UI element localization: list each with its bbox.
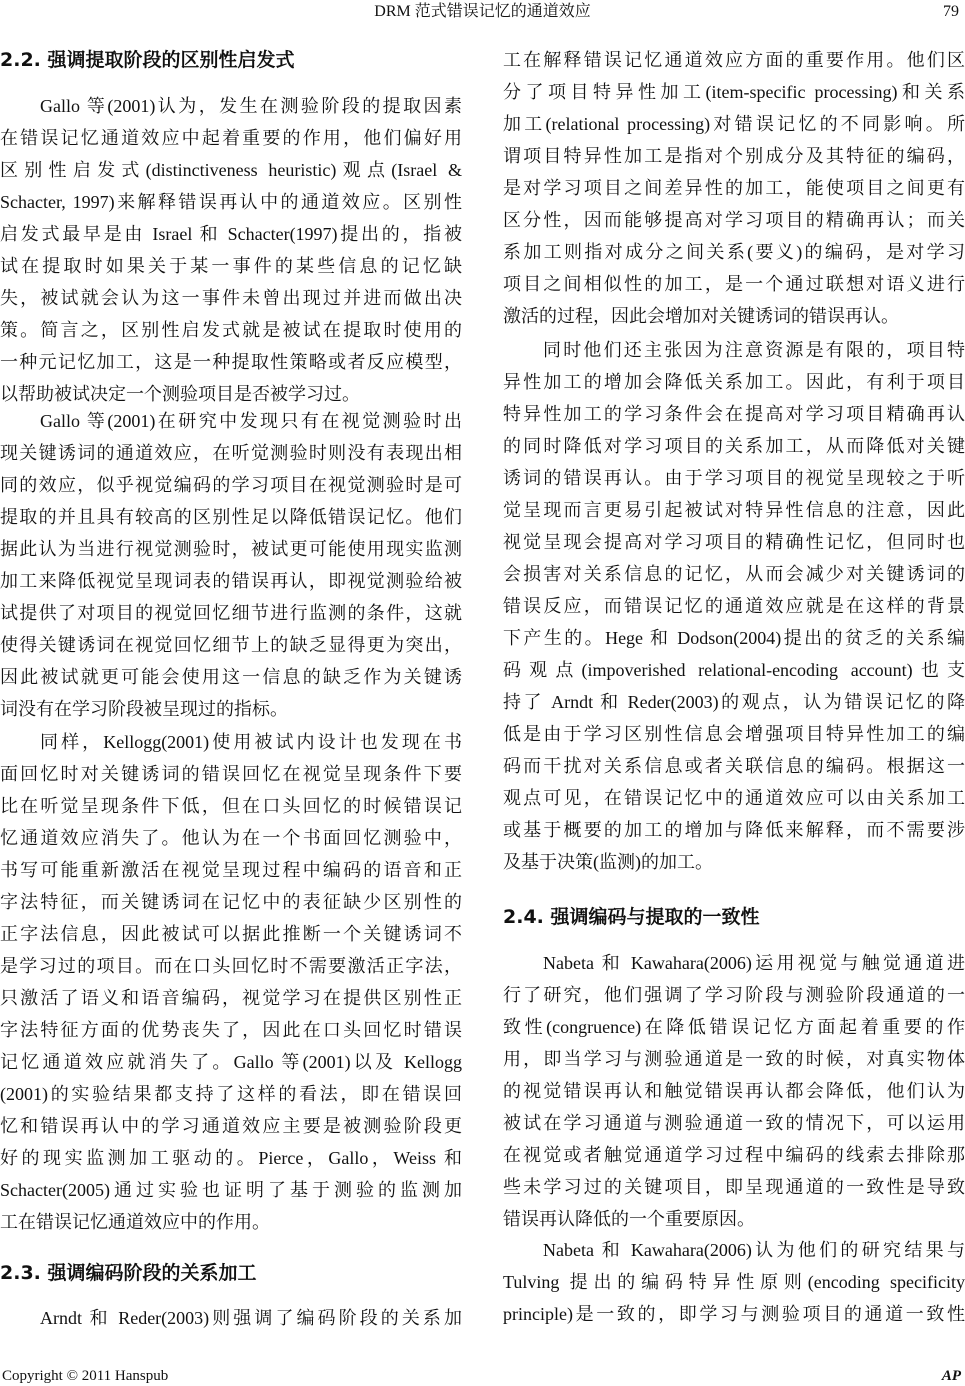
text-line: Tulving 提出的编码特异性原则(encoding specificity: [503, 1272, 965, 1292]
text-line: 书写可能重新激活在视觉呈现过程中编码的语音和正: [0, 860, 462, 880]
copyright-notice: Copyright © 2011 Hanspub: [2, 1368, 169, 1384]
text-line: 诱词的错误再认。由于学习项目的视觉呈现较之于听: [503, 468, 965, 488]
text-line: 观点可见，在错误记忆中的通道效应可以由关系加工: [503, 788, 965, 808]
text-line: 忆和错误再认中的学习通道效应主要是被测验阶段更: [0, 1116, 462, 1136]
text-line: 一种元记忆加工，这是一种提取性策略或者反应模型，: [0, 352, 462, 372]
text-line: 工在错误记忆通道效应中的作用。: [0, 1212, 270, 1232]
text-line: 好的现实监测加工驱动的。Pierce，Gallo，Weiss 和: [0, 1148, 462, 1168]
text-line: 失，被试就会认为这一事件未曾出现过并进而做出决: [0, 288, 462, 308]
text-line: 正字法信息，因此被试可以据此推断一个关键诱词不: [0, 924, 462, 944]
text-line: 是学习过的项目。而在口头回忆时不需要激活正字法，: [0, 956, 462, 976]
text-line: 被试在学习通道与测验通道一致的情况下，可以运用: [503, 1113, 965, 1133]
text-line: 项目之间相似性的加工，是一个通过联想对语义进行: [503, 274, 965, 294]
text-line: 码而干扰对关系信息或者关联信息的编码。根据这一: [503, 756, 965, 776]
text-line: 以帮助被试决定一个测验项目是否被学习过。: [0, 384, 360, 404]
text-line: 字法特征，而关键诱词在记忆中的表征缺少区别性的: [0, 892, 462, 912]
text-line: 低是由于学习区别性信息会增强项目特异性加工的编: [503, 724, 965, 744]
text-line: 策。简言之，区别性启发式就是被试在提取时使用的: [0, 320, 462, 340]
text-line: 系加工则指对成分之间关系(要义)的编码，是对学习: [503, 242, 965, 262]
text-line: 谓项目特异性加工是指对个别成分及其特征的编码，: [503, 146, 965, 166]
text-line: 视觉呈现会提高对学习项目的精确性记忆，但同时也: [503, 532, 965, 552]
text-line: 的同时降低对学习项目的关系加工，从而降低对关键: [503, 436, 965, 456]
text-line: 致性(congruence)在降低错误记忆方面起着重要的作: [503, 1017, 965, 1037]
paragraph: [503, 44, 965, 332]
running-title: DRM 范式错误记忆的通道效应: [374, 3, 591, 20]
text-line: 在错误记忆通道效应中起着重要的作用，他们偏好用: [0, 128, 462, 148]
text-line: Gallo 等(2001)认为，发生在测验阶段的提取因素: [40, 96, 462, 116]
text-line: 区分性，因而能够提高对学习项目的精确再认；而关: [503, 210, 965, 230]
text-line: 是对学习项目之间差异性的加工，能使项目之间更有: [503, 178, 965, 198]
section-heading: 2.2. 强调提取阶段的区别性启发式: [0, 49, 295, 71]
text-line: 词没有在学习阶段被呈现过的指标。: [0, 699, 288, 719]
paragraph: [0, 405, 462, 725]
text-line: 忆通道效应消失了。他认为在一个书面回忆测验中，: [0, 828, 462, 848]
text-line: 在视觉或者触觉通道学习过程中编码的线索去排除那: [503, 1145, 965, 1165]
paragraph: [503, 1234, 965, 1330]
text-line: Schacter(2005)通过实验也证明了基于测验的监测加: [0, 1180, 462, 1200]
text-line: 行了研究，他们强调了学习阶段与测验阶段通道的一: [503, 985, 965, 1005]
paragraph: [503, 334, 965, 878]
page-number: 79: [943, 3, 959, 20]
section-heading: 2.4. 强调编码与提取的一致性: [503, 906, 760, 928]
text-line: 记忆通道效应就消失了。Gallo 等(2001)以及 Kellogg: [0, 1052, 462, 1072]
text-line: 字法特征方面的优势丧失了，因此在口头回忆时错误: [0, 1020, 462, 1040]
text-line: 使得关键诱词在视觉回忆细节上的缺乏显得更为突出，: [0, 635, 462, 655]
text-line: Nabeta 和 Kawahara(2006)认为他们的研究结果与: [543, 1240, 965, 1260]
text-line: 觉呈现而言更易引起被试对特异性信息的注意，因此: [503, 500, 965, 520]
paragraph: [0, 90, 462, 410]
text-line: 错误再认降低的一个重要原因。: [503, 1209, 755, 1229]
paragraph: [503, 947, 965, 1235]
text-line: (2001)的实验结果都支持了这样的看法，即在错误回: [0, 1084, 462, 1104]
text-line: 会损害对关系信息的记忆，从而会减少对关键诱词的: [503, 564, 965, 584]
text-line: 的视觉错误再认和触觉错误再认都会降低，他们认为: [503, 1081, 965, 1101]
journal-abbreviation: AP: [941, 1368, 961, 1384]
text-line: 分了项目特异性加工(item-specific processing)和关系: [503, 82, 965, 102]
text-line: 持了 Arndt 和 Reder(2003)的观点，认为错误记忆的降: [503, 692, 965, 712]
text-line: 异性加工的增加会降低关系加工。因此，有利于项目: [503, 372, 965, 392]
text-line: 加工来降低视觉呈现词表的错误再认，即视觉测验给被: [0, 571, 462, 591]
text-line: 因此被试就更可能会使用这一信息的缺乏作为关键诱: [0, 667, 462, 687]
paragraph: [0, 726, 462, 1238]
text-line: 用，即当学习与测验通道是一致的时候，对真实物体: [503, 1049, 965, 1069]
text-line: 同时他们还主张因为注意资源是有限的，项目特: [543, 340, 965, 360]
text-line: 些未学习过的关键项目，即呈现通道的一致性是导致: [503, 1177, 965, 1197]
text-line: 试提供了对项目的视觉回忆细节进行监测的条件，这就: [0, 603, 462, 623]
text-line: 只激活了语义和语音编码，视觉学习在提供区别性正: [0, 988, 462, 1008]
text-line: 错误反应，而错误记忆的通道效应就是在这样的背景: [503, 596, 965, 616]
text-line: 同的效应，似乎视觉编码的学习项目在视觉测验时是可: [0, 475, 462, 495]
text-line: 加工(relational processing)对错误记忆的不同影响。所: [503, 114, 965, 134]
text-line: Gallo 等(2001)在研究中发现只有在视觉测验时出: [40, 411, 462, 431]
section-heading: 2.3. 强调编码阶段的关系加工: [0, 1262, 257, 1284]
text-line: 同样，Kellogg(2001)使用被试内设计也发现在书: [40, 732, 462, 752]
text-line: Nabeta 和 Kawahara(2006)运用视觉与触觉通道进: [543, 953, 965, 973]
text-line: 或基于概要的加工的增加与降低来解释，而不需要涉: [503, 820, 965, 840]
text-line: principle)是一致的，即学习与测验项目的通道一致性: [503, 1304, 965, 1324]
paragraph: [0, 1302, 462, 1334]
text-line: 现关键诱词的通道效应，在听觉测验时则没有表现出相: [0, 443, 462, 463]
text-line: 试在提取时如果关于某一事件的某些信息的记忆缺: [0, 256, 462, 276]
text-line: 下产生的。Hege 和 Dodson(2004)提出的贫乏的关系编: [503, 628, 965, 648]
text-line: 提取的并且具有较高的区别性足以降低错误记忆。他们: [0, 507, 462, 527]
text-line: 据此认为当进行视觉测验时，被试更可能使用现实监测: [0, 539, 462, 559]
text-line: 及基于决策(监测)的加工。: [503, 852, 713, 872]
text-line: 码观点(impoverished relational-encoding account)也支: [503, 660, 965, 680]
text-line: Arndt 和 Reder(2003)则强调了编码阶段的关系加: [40, 1308, 462, 1328]
text-line: 工在解释错误记忆通道效应方面的重要作用。他们区: [503, 50, 965, 70]
text-line: 区别性启发式(distinctiveness heuristic)观点(Israel &: [0, 160, 462, 180]
text-line: 激活的过程，因此会增加对关键诱词的错误再认。: [503, 306, 899, 326]
text-line: Schacter, 1997)来解释错误再认中的通道效应。区别性: [0, 192, 462, 212]
text-line: 特异性加工的学习条件会在提高对学习项目精确再认: [503, 404, 965, 424]
text-line: 比在听觉呈现条件下低，但在口头回忆的时候错误记: [0, 796, 462, 816]
text-line: 启发式最早是由 Israel 和 Schacter(1997)提出的，指被: [0, 224, 462, 244]
text-line: 面回忆时对关键诱词的错误回忆在视觉呈现条件下要: [0, 764, 462, 784]
